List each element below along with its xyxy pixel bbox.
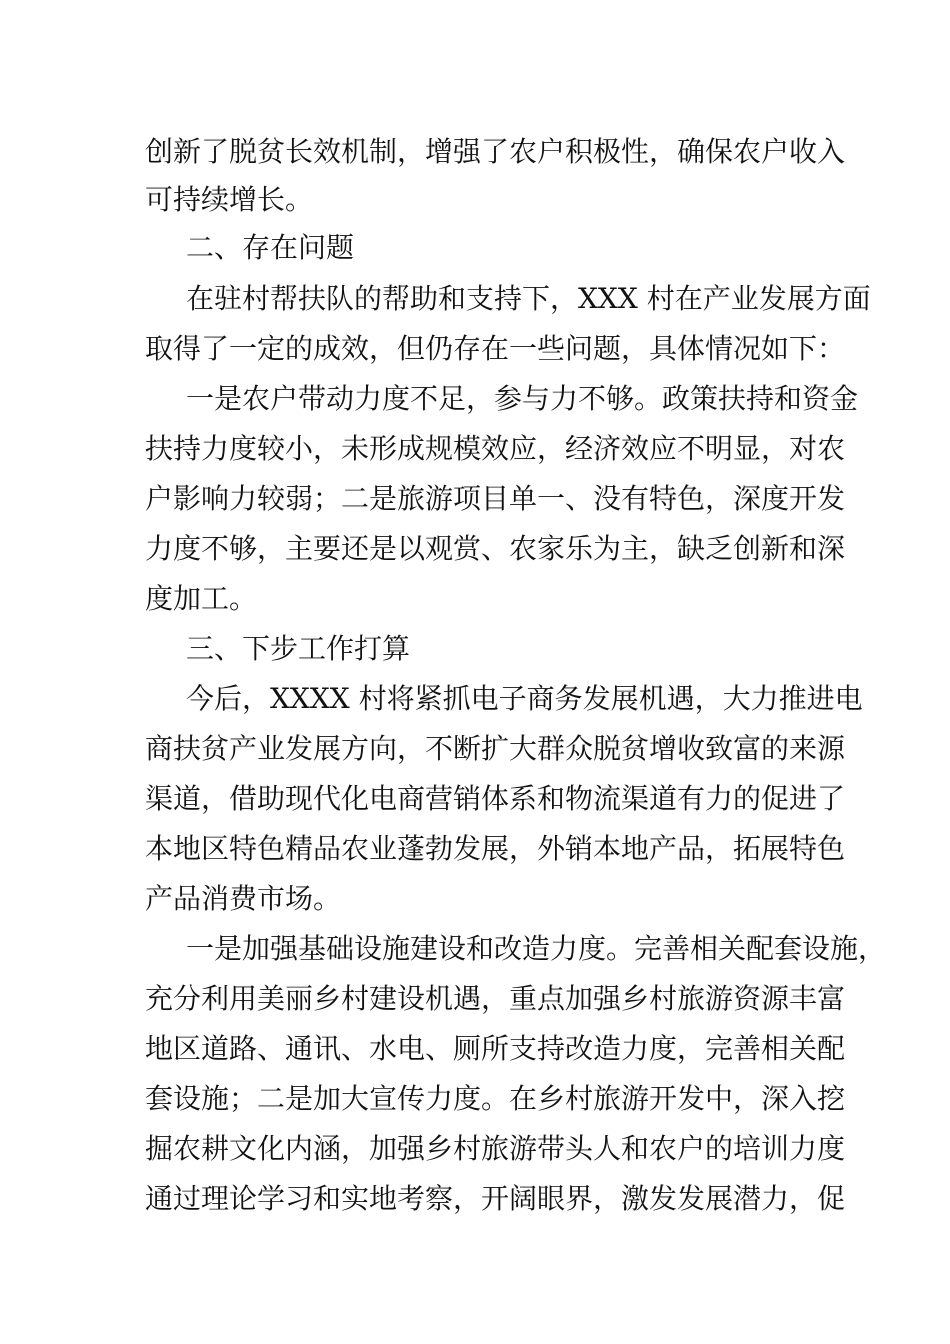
text-line: 取得了一定的成效，但仍存在一些问题，具体情况如下：: [145, 332, 846, 365]
text-line: 户影响力较弱；二是旅游项目单一、没有特色，深度开发: [145, 482, 846, 515]
text-line: 套设施；二是加大宣传力度。在乡村旅游开发中，深入挖: [145, 1082, 846, 1115]
text-line: 度加工。: [145, 582, 258, 615]
text-line: 创新了脱贫长效机制，增强了农户积极性，确保农户收入: [145, 135, 846, 168]
section-heading-next-steps: 三、下步工作打算: [186, 632, 411, 665]
text-line: 可持续增长。: [145, 183, 314, 216]
text-line: 在驻村帮扶队的帮助和支持下，XXX 村在产业发展方面: [186, 282, 871, 315]
text-line: 扶持力度较小，未形成规模效应，经济效应不明显，对农: [145, 432, 846, 465]
text-line: 本地区特色精品农业蓬勃发展，外销本地产品，拓展特色: [145, 832, 846, 865]
text-line: 充分利用美丽乡村建设机遇，重点加强乡村旅游资源丰富: [145, 982, 846, 1015]
text-line: 一是加强基础设施建设和改造力度。完善相关配套设施，: [186, 932, 887, 965]
text-line: 今后，XXXX 村将紧抓电子商务发展机遇，大力推进电: [186, 682, 863, 715]
section-heading-problems: 二、存在问题: [186, 231, 355, 264]
text-line: 产品消费市场。: [145, 882, 342, 915]
text-line: 通过理论学习和实地考察，开阔眼界，激发发展潜力，促: [145, 1182, 846, 1215]
text-line: 力度不够，主要还是以观赏、农家乐为主，缺乏创新和深: [145, 532, 846, 565]
text-line: 一是农户带动力度不足，参与力不够。政策扶持和资金: [186, 382, 859, 415]
text-line: 地区道路、通讯、水电、厕所支持改造力度，完善相关配: [145, 1032, 846, 1065]
text-line: 渠道，借助现代化电商营销体系和物流渠道有力的促进了: [145, 782, 846, 815]
text-line: 商扶贫产业发展方向，不断扩大群众脱贫增收致富的来源: [145, 732, 846, 765]
text-line: 掘农耕文化内涵，加强乡村旅游带头人和农户的培训力度: [145, 1132, 846, 1165]
